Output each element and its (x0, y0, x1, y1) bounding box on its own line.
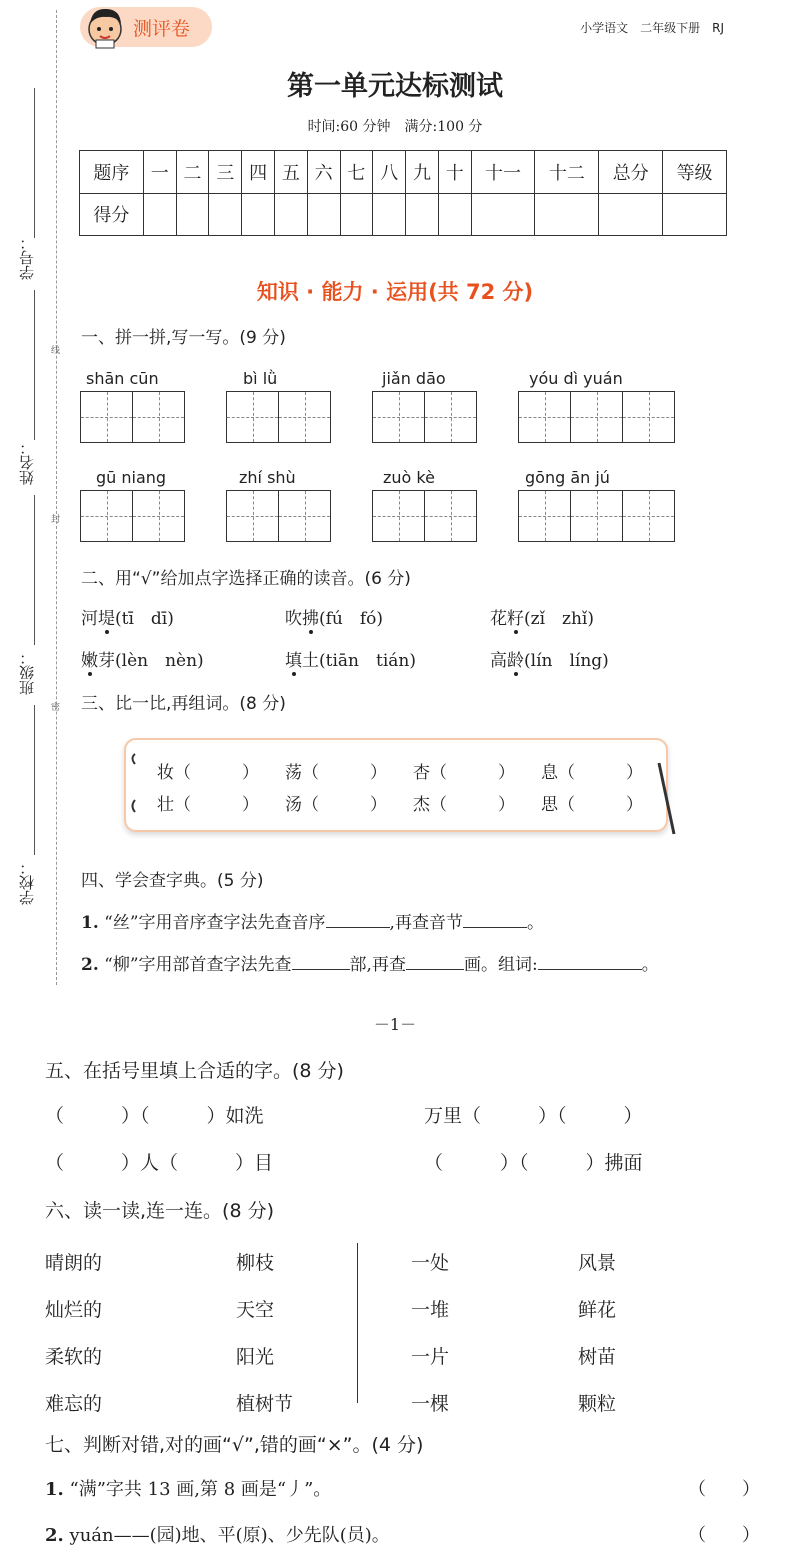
q6-title: 六、读一读,连一连。(8 分) (45, 1200, 274, 1222)
score-input-cell[interactable] (535, 193, 599, 236)
grid-cell[interactable] (227, 392, 279, 442)
dotted-char: 籽 (507, 604, 524, 629)
writing-grid[interactable] (372, 391, 477, 443)
section-title: 知识 · 能力 · 运用(共 72 分) (256, 280, 534, 304)
q4-title: 四、学会查字典。(5 分) (81, 871, 264, 891)
grid-cell[interactable] (373, 491, 425, 541)
writing-grid[interactable] (80, 391, 185, 443)
q2-options[interactable]: (zǐ zhǐ) (524, 609, 595, 629)
q4-text: 部,再查 (349, 955, 406, 975)
writing-grid[interactable] (226, 391, 331, 443)
match-item[interactable]: 柳枝 (236, 1252, 275, 1274)
q2-options[interactable]: (lín líng) (524, 651, 609, 671)
score-table-cell: 六 (307, 151, 340, 194)
q3-item[interactable]: 荡（ ） (285, 763, 387, 783)
q7-text: “满”字共 13 画,第 8 画是“丿”。 (69, 1479, 332, 1500)
name-line (34, 290, 35, 440)
score-table-cell: 九 (406, 151, 439, 194)
q4-line2 (81, 950, 659, 975)
binding-mark-line: 线 (51, 346, 61, 356)
score-table-input-row (80, 193, 727, 236)
q2-options[interactable]: 土(tiān tián) (302, 651, 416, 671)
pinyin-label: jiǎn dāo (382, 369, 446, 388)
q2-item (490, 646, 609, 671)
time-info: 时间:60 分钟 满分:100 分 (307, 119, 483, 135)
match-item[interactable]: 颗粒 (578, 1393, 617, 1415)
q3-item[interactable]: 杰（ ） (413, 795, 515, 815)
q5-item[interactable]: （ ）（ ）如洗 (45, 1105, 264, 1127)
student-id-line (34, 88, 35, 238)
match-col (578, 1240, 616, 1428)
match-item[interactable]: 天空 (236, 1299, 275, 1321)
match-item[interactable]: 鲜花 (578, 1299, 617, 1321)
match-item[interactable]: 一棵 (411, 1393, 450, 1415)
grid-cell[interactable] (227, 491, 279, 541)
school-line (34, 705, 35, 855)
boy-mascot-icon (82, 4, 128, 50)
q2-options[interactable]: 芽(lèn nèn) (98, 651, 204, 671)
badge-label: 测评卷 (133, 18, 191, 40)
binding-mark-secret: 密 (51, 703, 61, 713)
dotted-char: 拂 (302, 604, 319, 629)
q2-title: 二、用“√”给加点字选择正确的读音。(6 分) (81, 569, 411, 589)
school-label: 学校： (18, 860, 36, 905)
q7-item (45, 1475, 331, 1501)
score-input-cell[interactable] (143, 193, 176, 236)
q1-title: 一、拼一拼,写一写。(9 分) (81, 328, 286, 348)
column-divider (357, 1243, 358, 1403)
score-table-cell: 十一 (471, 151, 535, 194)
dotted-char: 堤 (98, 604, 115, 629)
q2-pre: 河 (81, 609, 98, 629)
grid-cell[interactable] (425, 491, 476, 541)
score-table-cell: 五 (274, 151, 307, 194)
score-table-cell: 题序 (80, 151, 144, 194)
pinyin-label: yóu dì yuán (529, 369, 623, 388)
q7-text: yuán——(园)地、平(原)、少先队(员)。 (69, 1525, 390, 1546)
score-input-cell[interactable] (307, 193, 340, 236)
grid-cell[interactable] (623, 392, 674, 442)
score-input-cell[interactable] (599, 193, 663, 236)
q2-item (285, 604, 383, 629)
answer-blank[interactable] (463, 911, 527, 928)
judge-paren[interactable]: （ ） (688, 1525, 760, 1546)
q4-text: 。 (526, 913, 544, 933)
match-item[interactable]: 阳光 (236, 1346, 275, 1368)
score-input-cell[interactable] (274, 193, 307, 236)
score-table-header-row (80, 151, 727, 194)
match-item[interactable]: 晴朗的 (45, 1252, 103, 1274)
score-table-cell: 三 (209, 151, 242, 194)
q4-text: “丝”字用音序查字法先查音序 (104, 913, 326, 933)
page-number: －1－ (373, 1015, 417, 1034)
pinyin-label: shān cūn (86, 369, 159, 388)
q3-item[interactable]: 壮（ ） (157, 795, 259, 815)
grid-cell[interactable] (81, 491, 133, 541)
match-col (411, 1240, 449, 1428)
match-item[interactable]: 一片 (411, 1346, 450, 1368)
score-input-cell[interactable] (471, 193, 535, 236)
answer-blank[interactable] (292, 953, 350, 970)
item-number: 2. (45, 1525, 64, 1546)
score-table-cell: 等级 (663, 151, 727, 194)
q4-line1 (81, 908, 544, 933)
answer-blank[interactable] (406, 953, 464, 970)
grid-cell[interactable] (623, 491, 674, 541)
q5-title: 五、在括号里填上合适的字。(8 分) (45, 1060, 344, 1082)
grid-cell[interactable] (425, 392, 476, 442)
q2-options[interactable]: (tī dī) (115, 609, 174, 629)
q3-item[interactable]: 杏（ ） (413, 763, 515, 783)
q4-text: 画。组词: (463, 955, 538, 975)
writing-grid[interactable] (372, 490, 477, 542)
score-table-cell: 十二 (535, 151, 599, 194)
grid-cell[interactable] (373, 392, 425, 442)
answer-blank[interactable] (326, 911, 390, 928)
pinyin-label: zuò kè (383, 468, 435, 487)
q2-options[interactable]: (fú fó) (319, 609, 384, 629)
q4-text: 。 (641, 955, 659, 975)
score-table (79, 150, 727, 236)
grid-cell[interactable] (133, 491, 184, 541)
judge-paren[interactable]: （ ） (688, 1479, 760, 1500)
class-label: 班级： (18, 650, 36, 695)
q3-item[interactable]: 妆（ ） (157, 763, 259, 783)
q4-text: “柳”字用部首查字法先查 (104, 955, 292, 975)
score-input-cell[interactable] (373, 193, 406, 236)
q2-pre: 吹 (285, 609, 302, 629)
binding-dashed-line (56, 10, 57, 985)
class-line (34, 495, 35, 645)
q2-item (81, 646, 204, 671)
q5-item[interactable]: （ ）（ ）拂面 (424, 1152, 643, 1174)
q4-text: ,再查音节 (389, 913, 463, 933)
grid-cell[interactable] (571, 491, 623, 541)
match-col (236, 1240, 293, 1428)
q3-item[interactable]: 息（ ） (541, 763, 643, 783)
score-input-cell[interactable] (340, 193, 373, 236)
binding-mark-seal: 封 (51, 515, 61, 525)
match-item[interactable]: 风景 (578, 1252, 617, 1274)
writing-grid[interactable] (518, 490, 675, 542)
match-item[interactable]: 一处 (411, 1252, 450, 1274)
q3-title: 三、比一比,再组词。(8 分) (81, 694, 286, 714)
q2-item (490, 604, 594, 629)
item-number: 1. (81, 913, 99, 933)
name-label: 姓名： (18, 440, 36, 485)
q3-row (157, 758, 657, 783)
match-item[interactable]: 柔软的 (45, 1346, 103, 1368)
page-title: 第一单元达标测试 (287, 71, 503, 102)
q3-row (157, 790, 657, 815)
score-input-cell[interactable] (209, 193, 242, 236)
q2-item (285, 646, 416, 671)
score-table-cell: 总分 (599, 151, 663, 194)
score-table-cell: 七 (340, 151, 373, 194)
student-id-label: 学号： (18, 235, 36, 280)
item-number: 2. (81, 955, 99, 975)
score-table-cell: 八 (373, 151, 406, 194)
q7-title: 七、判断对错,对的画“√”,错的画“×”。(4 分) (45, 1434, 424, 1456)
score-input-cell[interactable] (406, 193, 439, 236)
grid-cell[interactable] (279, 392, 330, 442)
score-input-cell[interactable] (438, 193, 471, 236)
match-item[interactable]: 植树节 (236, 1393, 294, 1415)
writing-grid[interactable] (518, 391, 675, 443)
q3-item[interactable]: 汤（ ） (285, 795, 387, 815)
writing-grid[interactable] (226, 490, 331, 542)
subject-info: 小学语文 二年级下册 RJ (580, 21, 724, 35)
score-input-cell[interactable] (663, 193, 727, 236)
grid-cell[interactable] (519, 392, 571, 442)
pen-icon (656, 760, 678, 838)
q5-item[interactable]: 万里（ ）（ ） (424, 1105, 643, 1127)
pinyin-label: bì lǜ (243, 369, 278, 388)
dotted-char: 填 (285, 646, 302, 671)
match-item[interactable]: 灿烂的 (45, 1299, 103, 1321)
q7-item (45, 1521, 390, 1547)
grid-cell[interactable] (279, 491, 330, 541)
q3-item[interactable]: 思（ ） (541, 795, 643, 815)
score-table-cell: 一 (143, 151, 176, 194)
dotted-char: 龄 (507, 646, 524, 671)
binder-ring-icon (128, 752, 142, 818)
item-number: 1. (45, 1479, 64, 1500)
score-table-cell: 二 (176, 151, 209, 194)
match-item[interactable]: 一堆 (411, 1299, 450, 1321)
q2-pre: 高 (490, 651, 507, 671)
pinyin-label: zhí shù (239, 468, 296, 487)
match-col (45, 1240, 102, 1428)
match-item[interactable]: 难忘的 (45, 1393, 103, 1415)
score-table-cell: 四 (242, 151, 275, 194)
grid-cell[interactable] (133, 392, 184, 442)
writing-grid[interactable] (80, 490, 185, 542)
q2-pre: 花 (490, 609, 507, 629)
score-input-cell[interactable] (176, 193, 209, 236)
score-input-cell[interactable] (242, 193, 275, 236)
q5-item[interactable]: （ ）人（ ）目 (45, 1152, 274, 1174)
pinyin-label: gōng ān jú (525, 468, 610, 487)
score-table-cell: 十 (438, 151, 471, 194)
grid-cell[interactable] (571, 392, 623, 442)
word-card (124, 738, 668, 832)
score-label: 得分 (80, 193, 144, 236)
dotted-char: 嫩 (81, 646, 98, 671)
grid-cell[interactable] (81, 392, 133, 442)
match-item[interactable]: 树苗 (578, 1346, 617, 1368)
q2-item (81, 604, 174, 629)
grid-cell[interactable] (519, 491, 571, 541)
pinyin-label: gū niang (96, 468, 167, 487)
answer-blank[interactable] (538, 953, 642, 970)
